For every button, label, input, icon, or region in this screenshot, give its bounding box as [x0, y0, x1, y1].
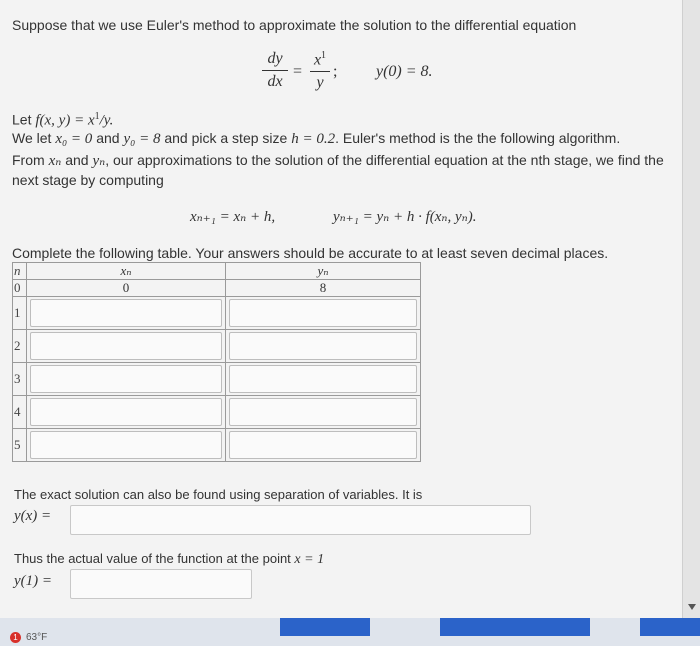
next-stage-line: next stage by computing	[12, 172, 164, 188]
header-yn: yₙ	[226, 263, 421, 280]
euler-table	[12, 262, 421, 462]
notification-badge[interactable]: 1	[10, 632, 21, 643]
table-row	[13, 396, 421, 429]
exact-solution-text: The exact solution can also be found using separation of variables. It is	[14, 487, 423, 502]
from-line: From xₙ and yₙ, our approximations to the solution of the differential equation at the nth stage, we find the	[12, 152, 664, 169]
let-f-line: Let f(x, $y) = x^1/y$.	[12, 111, 114, 129]
header-xn: xₙ	[27, 263, 226, 280]
actual-value-label: y(1) =	[14, 573, 53, 589]
scroll-down-arrow-icon[interactable]	[688, 604, 696, 610]
x5-input[interactable]	[30, 431, 222, 459]
row-index: 5	[13, 429, 27, 462]
table-row	[13, 330, 421, 363]
actual-value-input[interactable]	[70, 569, 252, 599]
taskbar-highlight	[640, 618, 700, 636]
equals-sign: =	[293, 63, 303, 80]
y5-input[interactable]	[229, 431, 417, 459]
x-update-formula: xₙ₊₁ = xₙ + h,	[190, 209, 276, 225]
taskbar-highlight	[440, 618, 590, 636]
weather-widget[interactable]: 63°F	[26, 632, 48, 643]
actual-value-text: Thus the actual value of the function at the point x = 1	[14, 551, 325, 567]
row-index: 4	[13, 396, 27, 429]
y0-cell: 8	[226, 280, 421, 297]
we-let-line: We let x₀ = 0 and y₀ = 8 and pick a step size h = 0.2. Euler's method is the the following algorithm.	[12, 130, 621, 147]
table-header-row	[13, 263, 421, 280]
row-index: 1	[13, 297, 27, 330]
y1-input[interactable]	[229, 299, 417, 327]
taskbar	[0, 618, 700, 646]
table-row	[13, 297, 421, 330]
x0-cell: 0	[27, 280, 226, 297]
y2-input[interactable]	[229, 332, 417, 360]
x3-input[interactable]	[30, 365, 222, 393]
table-row	[13, 280, 421, 297]
x-numerator: x	[313, 51, 322, 69]
y3-input[interactable]	[229, 365, 417, 393]
table-row	[13, 429, 421, 462]
row-index: 3	[13, 363, 27, 396]
x1-input[interactable]	[30, 299, 222, 327]
dx-denominator: dx	[267, 73, 283, 90]
f-definition: f(x, y) = x	[35, 112, 95, 129]
initial-condition: y(0) = 8.	[376, 63, 433, 80]
intro-text: Suppose that we use Euler's method to approximate the solution to the differential equation	[12, 17, 577, 33]
x-exponent: 1	[321, 50, 327, 61]
table-row	[13, 363, 421, 396]
semicolon: ;	[333, 63, 338, 80]
header-n: n	[13, 263, 27, 280]
row-index: 2	[13, 330, 27, 363]
point-value: x = 1	[294, 552, 325, 567]
row-index: 0	[13, 280, 27, 297]
vertical-scrollbar[interactable]	[683, 0, 700, 618]
dy-numerator: dy	[267, 50, 283, 67]
x4-input[interactable]	[30, 398, 222, 426]
x0-value: x₀ = 0	[55, 131, 93, 147]
y-update-formula: yₙ₊₁ = yₙ + h · f(xₙ, yₙ).	[333, 209, 477, 225]
exact-solution-input[interactable]	[70, 505, 531, 535]
y4-input[interactable]	[229, 398, 417, 426]
exact-solution-label: y(x) =	[14, 508, 52, 524]
y0-value: y₀ = 8	[123, 131, 161, 147]
x2-input[interactable]	[30, 332, 222, 360]
taskbar-highlight	[280, 618, 370, 636]
y-denominator: y	[316, 74, 324, 92]
instruction-text: Complete the following table. Your answers should be accurate to at least seven decimal places.	[12, 245, 609, 261]
step-size: h = 0.2	[291, 131, 336, 147]
